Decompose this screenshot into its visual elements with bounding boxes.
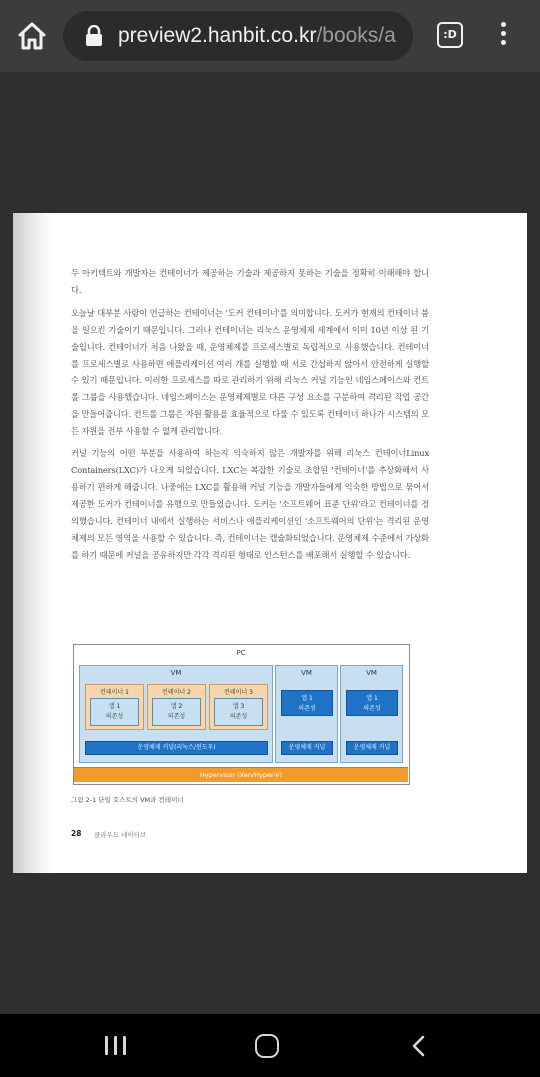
container-app-box (152, 698, 201, 726)
figure-vm-containers (73, 644, 410, 785)
figure-caption: 그림 2-1 단일 호스트의 VM과 컨테이너 (71, 796, 184, 804)
app-label: 앱 1 (366, 695, 378, 702)
document-page (13, 213, 527, 873)
body-text (71, 265, 429, 568)
paragraph: 두 아키텍트와 개발자는 컨테이너가 제공하는 기술과 제공하지 못하는 기술을 정확히 이해해야 합니다. (71, 268, 429, 295)
more-vert-icon[interactable] (490, 22, 516, 50)
figure-pc-label: PC (236, 649, 246, 657)
home-icon[interactable] (14, 18, 50, 54)
figure-vm-label: VM (301, 669, 312, 677)
container-app-box (90, 698, 139, 726)
vm-app-box (346, 690, 398, 716)
lock-icon (85, 25, 103, 47)
container-label: 컨테이너 2 (162, 689, 191, 696)
paragraph: 커널 기능의 어떤 부분을 사용하여 하는지 익숙하지 않은 개발자를 위해 리눅스 컨테이너Linux Containers(LXC)가 나오게 되었습니다. LXC는 복잡한 기술로 조합된 '컨테이너'를 추상화해서 사용하기 편하게 해줍니다. 나중에는 LXC를 활용해 커널 기능을 개발자들에게 익숙한 방법으로 묶어서 제공한 도커가 컨테이너를 유행으로 만들었습니다. 도커는 '소프트웨어 표준 단위'라고 컨테이너를 정의했습니다. 컨테이너 내에서 실행하는 서비스나 애플리케이션인 '소프트웨어의 단위'는 격리된 운영체제의 모든 영역을 사용할 수 있습니다. 즉, 컨테이너는 캡슐화되었습니다. 운영체제 수준에서 가상화를 하기 때문에 커널을 공유하지만 각각 격리된 형태로 인스턴스를 배포해서 실행할 수 있습니다. (71, 448, 429, 560)
app-label: 앱 1 (108, 703, 121, 710)
page-gutter-shadow (13, 213, 53, 873)
figure-hypervisor: Hypervisor (Xen/Hyper-V) (74, 767, 408, 782)
dependency-label: 의존성 (167, 713, 186, 720)
app-label: 앱 2 (170, 703, 183, 710)
page-number: 28 (71, 829, 82, 838)
figure-container-3 (209, 684, 268, 730)
figure-vm-main (79, 665, 273, 763)
running-footer-title: 클라우드 네이티브 (94, 831, 147, 839)
figure-container-1 (85, 684, 144, 730)
figure-vm-label: VM (170, 669, 182, 677)
container-label: 컨테이너 1 (100, 689, 129, 696)
dependency-label: 의존성 (298, 705, 316, 712)
dependency-label: 의존성 (229, 713, 248, 720)
home-circle-icon[interactable] (255, 1034, 279, 1058)
figure-vm-3 (340, 665, 403, 763)
back-icon[interactable] (408, 1034, 430, 1058)
figure-vm-2 (275, 665, 338, 763)
figure-kernel-main: 운영체제 커널(리눅스/윈도우) (85, 741, 268, 755)
url-path: /books/a (316, 24, 396, 47)
vm-app-box (281, 690, 333, 716)
recent-apps-icon[interactable] (103, 1034, 129, 1058)
figure-vm-label: VM (366, 669, 377, 677)
container-app-box (214, 698, 263, 726)
system-nav-bar (0, 1014, 540, 1077)
tab-switcher-icon[interactable]: :D (437, 22, 463, 48)
figure-kernel-vm3: 운영체제 커널 (346, 741, 398, 755)
browser-toolbar (0, 0, 540, 72)
container-label: 컨테이너 3 (224, 689, 253, 696)
address-bar[interactable] (63, 11, 413, 61)
figure-container-2 (147, 684, 206, 730)
dependency-label: 의존성 (363, 705, 381, 712)
app-label: 앱 3 (232, 703, 245, 710)
app-label: 앱 1 (301, 695, 313, 702)
paragraph: 오늘날 대부분 사람이 언급하는 컨테이너는 '도커 컨테이너'를 의미합니다. 도커가 현재의 컨테이너 붐을 일으킨 기술이기 때문입니다. 그러나 컨테이너는 리눅스 운영체제 세계에서 이미 10년 이상 된 기술입니다. 컨테이너가 처음 나왔을 때, 운영체제를 프로세스별로 독립적으로 사용했습니다. 컨테이너를 프로세스별로 사용하면 애플리케이션 여러 개를 실행할 때 서로 간섭하지 않아서 안전하게 실행할 수 있기 때문입니다. 이러한 프로세스를 따로 관리하기 위해 리눅스 커널 기능인 네임스페이스와 컨트롤 그룹을 사용했습니다. 네임스페이스는 운영체제별로 다른 구성 요소를 구분하여 격리된 작업 공간을 만들어줍니다. 컨트롤 그룹은 자원 활용을 효율적으로 다룰 수 있도록 컨테이너 하나가 시스템의 모든 자원을 전부 사용할 수 없게 관리합니다. (71, 307, 429, 437)
url-host: preview2.hanbit.co.kr (118, 24, 317, 47)
dependency-label: 의존성 (105, 713, 124, 720)
url-text[interactable] (118, 22, 396, 50)
figure-kernel-vm2: 운영체제 커널 (281, 741, 333, 755)
